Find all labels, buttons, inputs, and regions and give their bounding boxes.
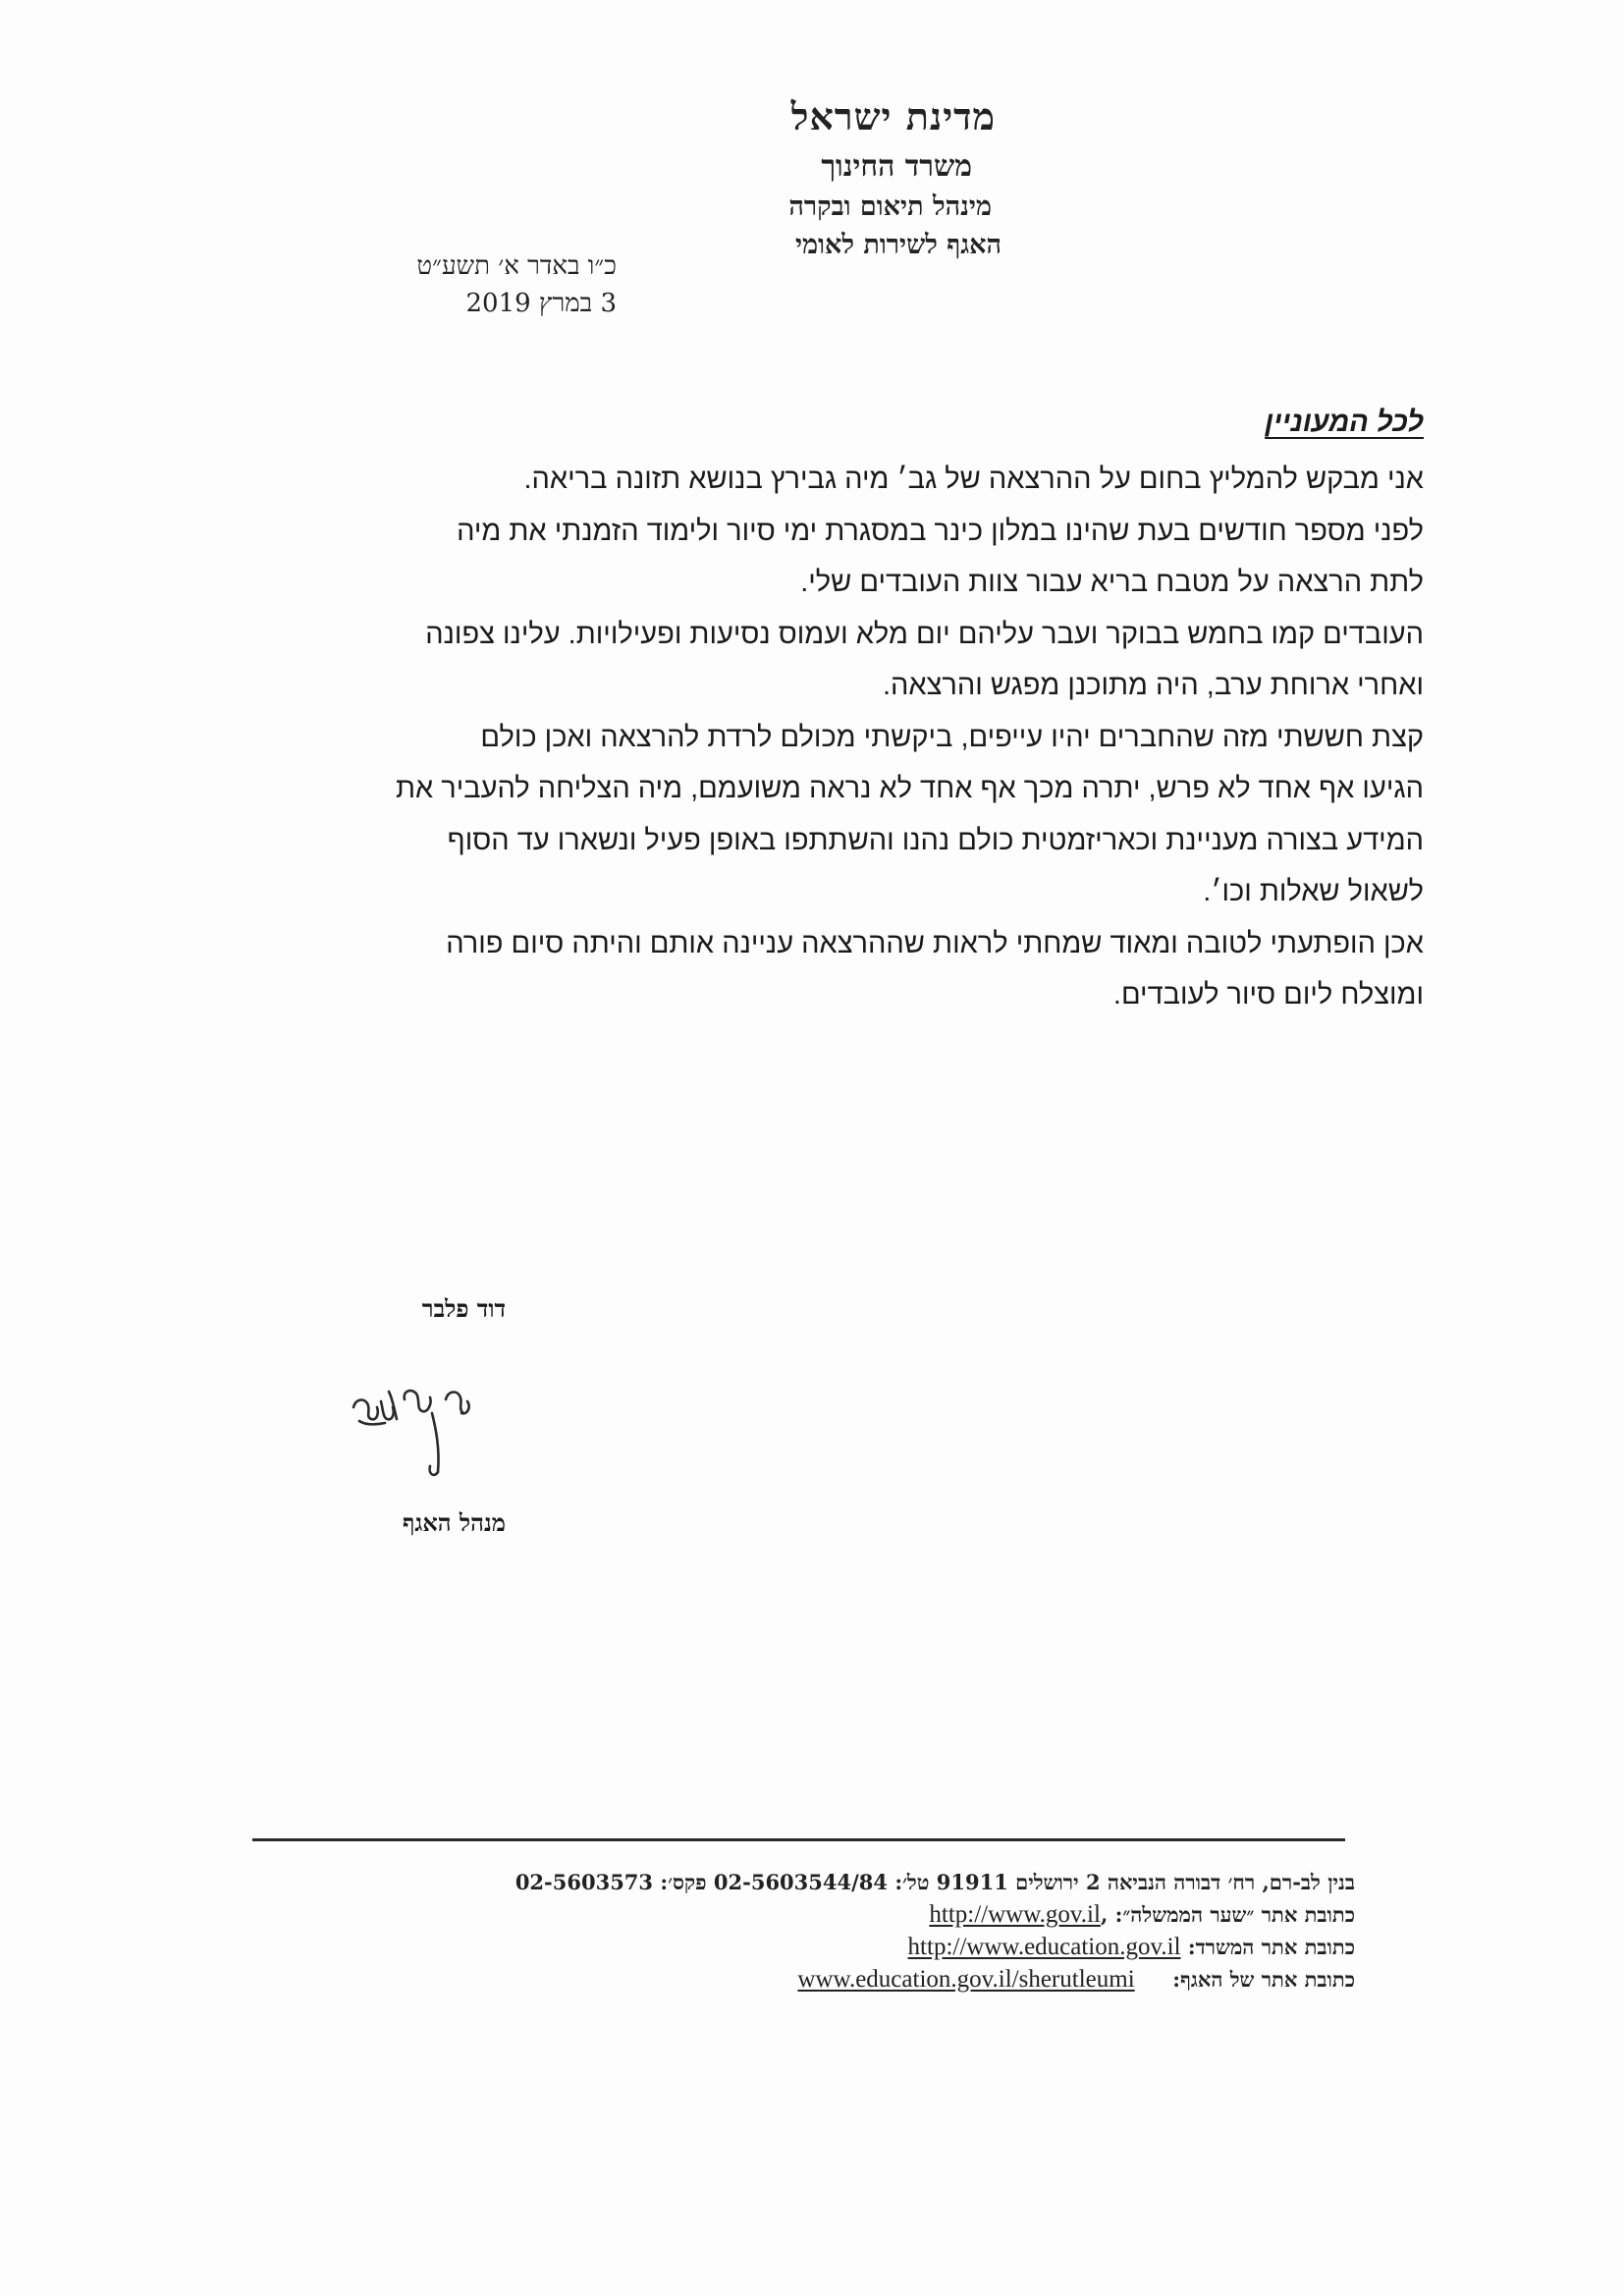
footer-address: בנין לב-רם, רח׳ דבורה הנביאה 2 ירושלים 91911 טל׳: [894, 1870, 1355, 1894]
ministry-site-label: כתובת אתר המשרד: [1187, 1935, 1355, 1959]
body-line: העובדים קמו בחמש בבוקר ועבר עליהם יום מלא ועמוס נסיעות ופעילויות. עלינו צפונה [425, 618, 1424, 650]
letter-date [293, 247, 617, 322]
body-line: לתת הרצאה על מטבח בריא עבור צוות העובדים שלי. [800, 567, 1424, 598]
letterhead [687, 94, 1001, 260]
gov-site-label: כתובת אתר ״שער הממשלה״: [1114, 1902, 1355, 1927]
footer-ministry-site-line [324, 1931, 1355, 1963]
body-line: אני מבקש להמליץ בחום על ההרצאה של גב׳ מיה גבירץ בנושא תזונה בריאה. [523, 464, 1424, 495]
body-line: ומוצלח ליום סיור לעובדים. [1112, 979, 1424, 1011]
footer-fax-label: פקס׳: [660, 1870, 707, 1894]
handwritten-signature [346, 1370, 517, 1488]
dept-site-link[interactable]: www.education.gov.il/sherutleumi [797, 1966, 1135, 1993]
body-line: ואחרי ארוחת ערב, היה מתוכנן מפגש והרצאה. [882, 670, 1424, 701]
letterhead-administration: מינהל תיאום ובקרה [788, 191, 992, 222]
letterhead-state: מדינת ישראל [790, 94, 996, 138]
salutation: לכל המעוניין [1265, 407, 1424, 438]
letter-body [314, 454, 1424, 1021]
hebrew-date: כ״ו באדר א׳ תשע״ט [416, 251, 617, 281]
footer-address-line [324, 1866, 1355, 1898]
body-line: קצת חששתי מזה שהחברים יהיו עייפים, ביקשתי מכולם לרדת להרצאה ואכן כולם [480, 721, 1424, 753]
signer-name: דוד פלבר [421, 1294, 506, 1323]
letterhead-department: האגף לשירות לאומי [795, 230, 1001, 260]
footer-fax: 02-5603573 [514, 1870, 654, 1894]
body-line: לפני מספר חודשים בעת שהינו במלון כינר במסגרת ימי סיור ולימוד הזמנתי את מיה [457, 515, 1424, 547]
body-line: הגיעו אף אחד לא פרש, יתרה מכך אף אחד לא נראה משועמם, מיה הצליחה להעביר את [395, 773, 1424, 804]
footer-dept-site-line [324, 1963, 1355, 1995]
ministry-site-link[interactable]: http://www.education.gov.il [907, 1934, 1181, 1960]
footer-gov-site-line: http://www.gov.il, כתובת אתר ״שער הממשלה״: [929, 1901, 1355, 1928]
body-line: אכן הופתעתי לטובה ומאוד שמחתי לראות שההרצאה עניינה אותם והיתה סיום פורה [446, 927, 1424, 959]
letterhead-ministry: משרד החינוך [821, 149, 972, 184]
dept-site-label: כתובת אתר של האגף: [1172, 1967, 1355, 1992]
body-line: המידע בצורה מעניינת וכאריזמטית כולם נהנו והשתתפו באופן פעיל ונשארו עד הסוף [447, 824, 1424, 856]
signer-title: מנהל האגף [403, 1508, 506, 1537]
footer-phone: 02-5603544/84 [713, 1870, 889, 1894]
body-line: לשאול שאלות וכו׳. [1203, 876, 1424, 907]
footer-contact [324, 1866, 1355, 1995]
gregorian-date: 3 במרץ 2019 [465, 289, 617, 318]
footer-divider [252, 1838, 1345, 1841]
gov-site-link[interactable]: http://www.gov.il [929, 1901, 1101, 1928]
